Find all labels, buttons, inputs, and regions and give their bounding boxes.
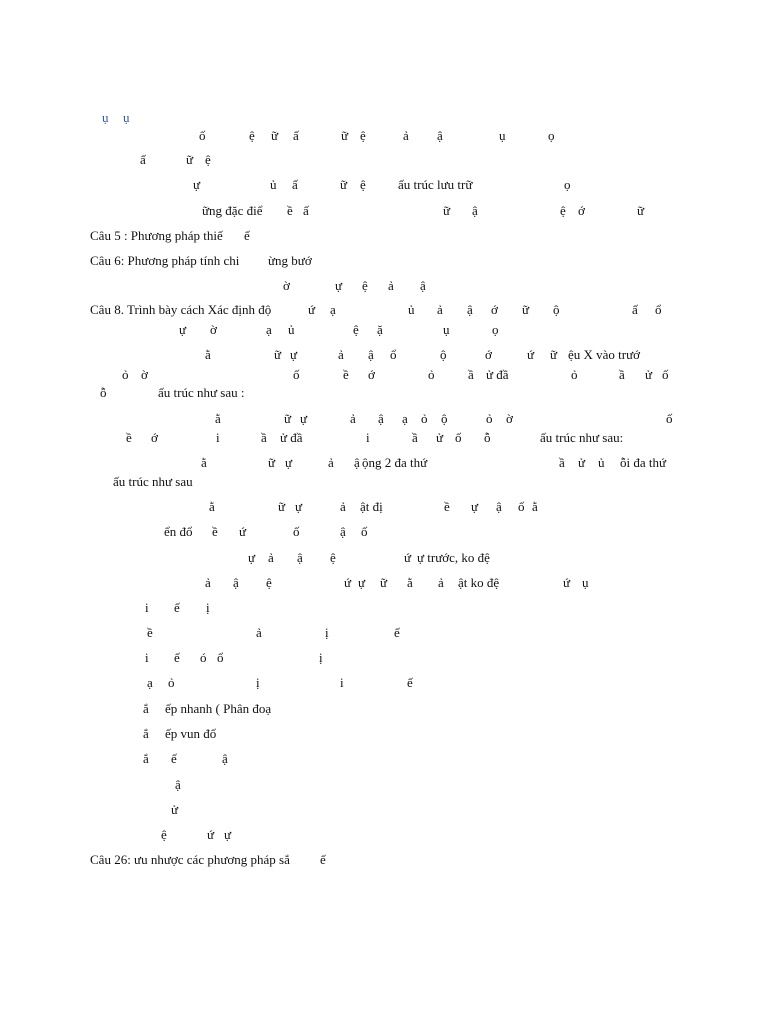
text-fragment: ự [224,827,232,842]
text-fragment: ữ [268,455,276,470]
text-fragment: ỗi đa thứ [620,455,667,470]
text-fragment: ử [645,367,653,382]
text-fragment: ữ [522,302,530,317]
text-fragment: ằ [205,347,211,362]
text-fragment: i [145,650,149,665]
text-fragment: ệ [330,550,336,565]
text-fragment: ằ [407,575,413,590]
text-fragment: ỗ [100,385,107,400]
text-fragment: ờ [506,411,513,426]
text-fragment: ỏ [571,367,578,382]
text-fragment: ả [438,575,444,590]
text-fragment: ề [287,203,293,218]
text-fragment: ủ [288,322,295,337]
text-fragment: ả [338,347,344,362]
text-fragment: ự [358,575,366,590]
text-fragment: ủ [408,302,415,317]
text-fragment: ố [361,524,368,539]
text-fragment: ứ [527,347,535,362]
text-fragment: ủ [270,177,277,192]
text-fragment: ấ [140,152,146,167]
text-fragment: ế [320,852,326,867]
text-fragment: ộng 2 đa thứ [362,455,428,470]
text-fragment: ả [403,128,409,143]
text-fragment: ế [174,650,180,665]
text-fragment: ạ [147,675,153,690]
text-fragment: ự [300,411,308,426]
text-fragment: ớ [151,430,158,445]
text-fragment: ử [578,455,586,470]
text-fragment: ậ [340,524,346,539]
text-fragment: ệ [161,827,167,842]
text-fragment: ế [407,675,413,690]
text-fragment: ế [174,600,180,615]
text-fragment: ữ [186,152,194,167]
text-fragment: ự [290,347,298,362]
text-fragment: ố [293,367,300,382]
text-fragment: ệ [205,152,211,167]
text-fragment: ị [325,625,329,640]
text-fragment: ữ [550,347,558,362]
text-fragment: ằ [201,455,207,470]
text-fragment: ụ [123,110,130,125]
text-fragment: ển đổ [164,524,193,539]
text-fragment: ấu trúc lưu trữ [398,177,473,192]
text-fragment: ự [179,322,187,337]
text-fragment: ếp nhanh ( Phân đoạ [165,701,272,716]
text-fragment: ứ [404,550,412,565]
text-fragment: ặ [377,322,383,337]
text-fragment: ả [205,575,211,590]
text-fragment: ữ [341,128,349,143]
text-fragment: ệ [249,128,255,143]
text-fragment: ậ [297,550,303,565]
text-fragment: ị [319,650,323,665]
text-fragment: ậ [472,203,478,218]
text-fragment: ờ [283,278,290,293]
text-fragment: ứ [207,827,215,842]
text-fragment: ấ [292,177,298,192]
text-fragment: ầ [619,367,625,382]
text-fragment: ừng bướ [268,253,312,268]
text-fragment: Câu 5 : Phương pháp thiế [90,228,223,243]
text-fragment: ụ [102,110,109,125]
text-fragment: i [216,430,220,445]
text-fragment: ệ [360,128,366,143]
text-fragment: ế [244,228,250,243]
text-fragment: ỏ [421,411,428,426]
text-fragment: ữ [284,411,292,426]
text-fragment: ậ [378,411,384,426]
text-fragment: ấ [293,128,299,143]
text-fragment: ệu X vào trướ [568,347,641,362]
text-fragment: ự [295,499,303,514]
text-fragment: ứ [239,524,247,539]
text-fragment: ự [335,278,343,293]
text-fragment: ậ [175,777,181,792]
text-fragment: ấu trúc như sau: [540,430,624,445]
text-fragment: ớ [485,347,492,362]
text-fragment: ớ [578,203,585,218]
text-fragment: ạ [402,411,408,426]
text-fragment: ậ [420,278,426,293]
text-fragment: ệ [353,322,359,337]
text-fragment: ầ [559,455,565,470]
text-fragment: ó [200,650,207,665]
text-fragment: ỏ [168,675,175,690]
text-fragment: ề [126,430,132,445]
text-fragment: ữ [271,128,279,143]
text-fragment: ổ [217,650,224,665]
text-fragment: ật ko đệ [458,575,500,590]
text-fragment: ệ [360,177,366,192]
text-fragment: ế [394,625,400,640]
text-fragment: ố [199,128,206,143]
text-fragment: ả [350,411,356,426]
text-fragment: ụ [582,575,589,590]
text-fragment: ấu trúc như sau [113,474,193,489]
text-fragment: ỏ [486,411,493,426]
text-fragment: ế [171,751,177,766]
text-fragment: ả [328,455,334,470]
text-fragment: Câu 8. Trình bày cách Xác định độ [90,302,272,317]
text-fragment: ật đị [360,499,383,514]
text-fragment: ả [388,278,394,293]
text-fragment: ậ [233,575,239,590]
text-fragment: ằ [209,499,215,514]
text-fragment: ững đặc điể [202,203,263,218]
text-fragment: ự trước, ko đệ [417,550,490,565]
text-fragment: ứ [344,575,352,590]
text-fragment: ậ [437,128,443,143]
text-fragment: ụ [499,128,506,143]
text-fragment: ạ [266,322,272,337]
text-fragment: ầ [412,430,418,445]
text-fragment: ữ [637,203,645,218]
text-fragment: ằ [215,411,221,426]
text-fragment: ắ [143,751,149,766]
text-fragment: ấ [632,302,638,317]
text-fragment: ố [666,411,673,426]
text-fragment: ạ [330,302,336,317]
text-fragment: ằ [532,499,538,514]
text-fragment: ấ [303,203,309,218]
text-fragment: ề [147,625,153,640]
text-fragment: ộ [553,302,560,317]
text-fragment: ề [343,367,349,382]
text-fragment: ả [256,625,262,640]
text-fragment: ấu trúc như sau : [158,385,245,400]
text-fragment: ộ [441,411,448,426]
text-fragment: ự [285,455,293,470]
text-fragment: ọ [548,128,555,143]
text-fragment: ự [248,550,256,565]
text-fragment: ử [171,802,179,817]
text-fragment: ắ [143,726,149,741]
text-fragment: ử đầ [280,430,303,445]
text-fragment: ự [193,177,201,192]
text-fragment: ụ [443,322,450,337]
text-fragment: ữ [278,499,286,514]
text-fragment: ổ [655,302,662,317]
text-fragment: ậ [354,455,360,470]
text-fragment: ỏ [428,367,435,382]
text-fragment: ổ [390,347,397,362]
text-fragment: ứ [308,302,316,317]
text-fragment: ố [662,367,669,382]
text-fragment: ầ [261,430,267,445]
text-fragment: ớ [368,367,375,382]
text-fragment: ệ [266,575,272,590]
text-fragment: i [340,675,344,690]
text-fragment: ề [444,499,450,514]
text-fragment: ứ [563,575,571,590]
text-fragment: ữ [443,203,451,218]
text-fragment: ữ [340,177,348,192]
text-fragment: ờ [210,322,217,337]
text-fragment: ố [455,430,462,445]
text-fragment: ầ [468,367,474,382]
text-fragment: ộ [440,347,447,362]
text-fragment: ếp vun đố [165,726,217,741]
text-fragment: ề [212,524,218,539]
text-fragment: ử [436,430,444,445]
text-fragment: ệ [362,278,368,293]
text-fragment: i [366,430,370,445]
text-fragment: ả [268,550,274,565]
text-fragment: Câu 26: ưu nhược các phương pháp sắ [90,852,290,867]
text-fragment: ự [471,499,479,514]
text-fragment: ậ [368,347,374,362]
text-fragment: ớ [491,302,498,317]
text-fragment: ả [340,499,346,514]
text-fragment: i [145,600,149,615]
text-fragment: ả [437,302,443,317]
text-fragment: ậ [467,302,473,317]
text-fragment: ọ [564,177,571,192]
text-fragment: ắ [143,701,149,716]
text-fragment: ậ [496,499,502,514]
text-fragment: ị [256,675,260,690]
text-fragment: ố [293,524,300,539]
text-fragment: ọ [492,322,499,337]
text-fragment: ỗ [484,430,491,445]
text-fragment: ữ [380,575,388,590]
text-fragment: ố [518,499,525,514]
text-fragment: ủ [598,455,605,470]
text-fragment: ậ [222,751,228,766]
text-fragment: ỏ [122,367,129,382]
text-fragment: ử đầ [486,367,509,382]
text-fragment: ệ [560,203,566,218]
text-fragment: Câu 6: Phương pháp tính chi [90,253,240,268]
text-fragment: ờ [141,367,148,382]
text-fragment: ị [206,600,210,615]
text-fragment: ữ [274,347,282,362]
